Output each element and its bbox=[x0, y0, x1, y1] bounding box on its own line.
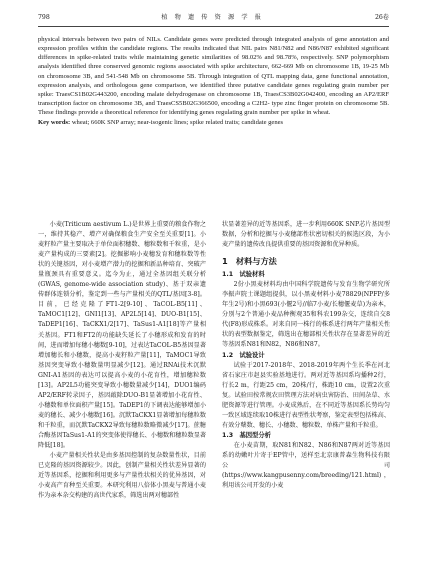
abstract-line: physical intervals between two pairs of NILs. Candidate genes were predicted through integrated analysis of gene bbox=[38, 36, 348, 43]
running-header bbox=[38, 12, 389, 24]
body-paragraph: 2份小黑麦材料均由中国科学院遗传与发育生物学研究所李振声院士课题组提供，以小黑麦材料小麦78829(NPFP/多年生2号)和小黑693(小偃2号//临7小麦/长穗偃麦草)为亲本，分别与2个普通小麦品种衡观35和科农199杂交，连续自交8代(F8)形成株系。对来自同一株行的株系进行两年产量相关性状的表型数据鉴定，筛选出在穗部相关性状存在显著差异的近等基因系N81和N82，N86和N87。 bbox=[222, 281, 390, 349]
intro-paragraph: 小麦产量相关性状是由多基因控制的复杂数量性状，目前已克隆的基因资源较少。因此，创制产量相关性状差异显著的近等基因系，挖掘和利用更多与产量性状相关的优异基因，对小麦高产育种至关重要。本研究利用八倍体小黑麦与普通小麦作为亲本杂交构建的高世代家系，筛选出两对穗部性 bbox=[38, 452, 206, 500]
abstract-line: type zinc finger protein on chromosome 5B. These findings provide a theoretical reference for identifying genes bbox=[38, 100, 389, 117]
body-paragraph: 试验于2017-2018年、2018-2019年两个生长季在河北省石家庄市赵县实验基地进行。两对近等基因系均播种2行，行长2 m，行距25 cm，20株/行，株距10 cm，设置2次重复。试验田按常规农田管理方法对病虫害防治、田间杂草、水肥资源等进行管理。小麦成熟后，在不同近等基因系长势均匀一致区域连续取10株进行表型性状考察，鉴定表型包括株高、有效分蘖数、穗长、小穗数、穗粒数、单株产量和千粒重。 bbox=[222, 361, 390, 429]
intro-paragraph: 小麦(Triticum aestivum L.)是世界上重要的粮食作物之一，维持其稳产、增产对确保粮食生产安全至关重要[1]。小麦籽粒产量主要取决于单位面积穗数、穗粒数和千粒重，是小麦产量构成的三要素[2]。挖掘影响小麦穗发育和穗粒数等性状的关键基因，对小麦增产潜力的挖掘和新品种培育、突破产量瓶颈具有重要意义。迄今为止，通过全基因组关联分析(GWAS, genome-wide association study)、基于双亲遗传群体连锁分析，鉴定到一些与产量相关的QTL/基因[3-8]。目前，已经克隆了FT1-2[9-10]、TaCOL-B5[11]、TaMOC1[12]、GNI1[13]、AP2L5[14]、DUO-B1[15]、TaDEP1[16]、TaCKX1/2[17]、TaSus1-A1[18]等产量相关基因。FT1和FT2的功能缺失延长了小穗形成和发育的时间，进而增加每穗小穗数[9-10]，过表达TaCOL-B5基因显著增加穗长和小穗数，提高小麦籽粒产量[11]，TaMOC1导致基因突变导致小穗数量明显减少[12]。通过RNAi技术沉默GNI-A1基因的表达可以提高小麦的小花育性，增加穗粒数[13]。AP2L5功能突变导致小穗数量减少[14]，DUO1编码AP2/ERF转录因子，基因敲除DUO-B1显著增加小花育性、小穗数和单位面积产量[15]。TaDEP1的下调表达能够增加小麦的穗长、减少小穗数[16]。沉默TaCKX1显著增加每穗粒数和千粒重，而沉默TaCKX2导致每穗粒数略微减少[17]。蔗糖合酶基因TaSus1-A1的突变体使得穗长、小穗数和穗粒数显著降低[18]。 bbox=[38, 221, 207, 450]
subsection-heading: 1.3 基因型分析 bbox=[222, 431, 271, 439]
section-heading: 1 材料与方法 bbox=[222, 256, 277, 267]
left-column bbox=[38, 220, 206, 501]
right-column bbox=[222, 220, 390, 491]
volume-label: 26卷 bbox=[374, 14, 389, 21]
keywords-line bbox=[38, 118, 389, 127]
header-rule bbox=[38, 26, 389, 27]
body-paragraph: 状显著差异的近等基因系，进一步利用660K SNP芯片基因型数据，分析和挖掘与小麦穗部性状密切相关的候选区段，为小麦产量的遗传改良提供重要的基因资源和优异种质。 bbox=[222, 221, 390, 249]
abstract-block bbox=[38, 35, 389, 128]
keywords-label: Key words: bbox=[38, 119, 71, 127]
abstract-line: chromosome 5B. Through integration of QTL mapping data, gene functional annotation, expression analysis, bbox=[38, 72, 389, 89]
abstract-line: encoding an AP2/ERF transcription factor on chromosome 3B, and TraesCS5B02G366500, encoding a C2H2- bbox=[38, 90, 390, 108]
abstract-line: annotation and expression profiles within the candidate regions. The results indicated that NIL pairs N81/N82 and bbox=[38, 36, 389, 53]
abstract-line: and orthologous gene comparison, we identified three putative candidate genes regulating grain number per bbox=[94, 81, 389, 89]
subsection-heading: 1.1 试验材料 bbox=[222, 271, 265, 279]
subsection-heading: 1.2 试验设计 bbox=[222, 351, 265, 359]
abstract-line: spike: TraesCS1B02G443200, encoding malate dehydrogenase on chromosome 1B, TraesCS3B02G042400, bbox=[38, 90, 327, 98]
keywords-text: wheat; 660K SNP array; near-isogenic lines; spike related traits; candidate genes bbox=[71, 119, 284, 127]
page-number: 798 bbox=[38, 14, 50, 21]
abstract-text bbox=[38, 35, 389, 117]
abstract-line: with spike architecture, 662-669 Mb on chromosome 1B, 19-25 Mb on chromosome 3B, and 541-548 Mb on bbox=[38, 63, 390, 80]
abstract-line: regulating grain number per spike in wheat. bbox=[215, 109, 331, 117]
body-paragraph: 在小麦苗期，取N81和N82、N86和N87两对近等基因系的幼嫩叶片寄于EP管中，送样至北京康普森生物科技有限公司(https://www.kangpusenny.com/breeding/121.html)，利用该公司开发的小麦 bbox=[222, 441, 390, 490]
journal-title: 植 物 遗 传 资 源 学 报 bbox=[161, 14, 264, 21]
abstract-line: and 98.78%, respectively. SNP polymorphism analysis identified three conserved genomic regions associated bbox=[38, 54, 389, 71]
abstract-line: N86/N87 exhibited significant differences in spike-related traits while maintaining genetic similarities of 98.02% bbox=[38, 45, 389, 62]
